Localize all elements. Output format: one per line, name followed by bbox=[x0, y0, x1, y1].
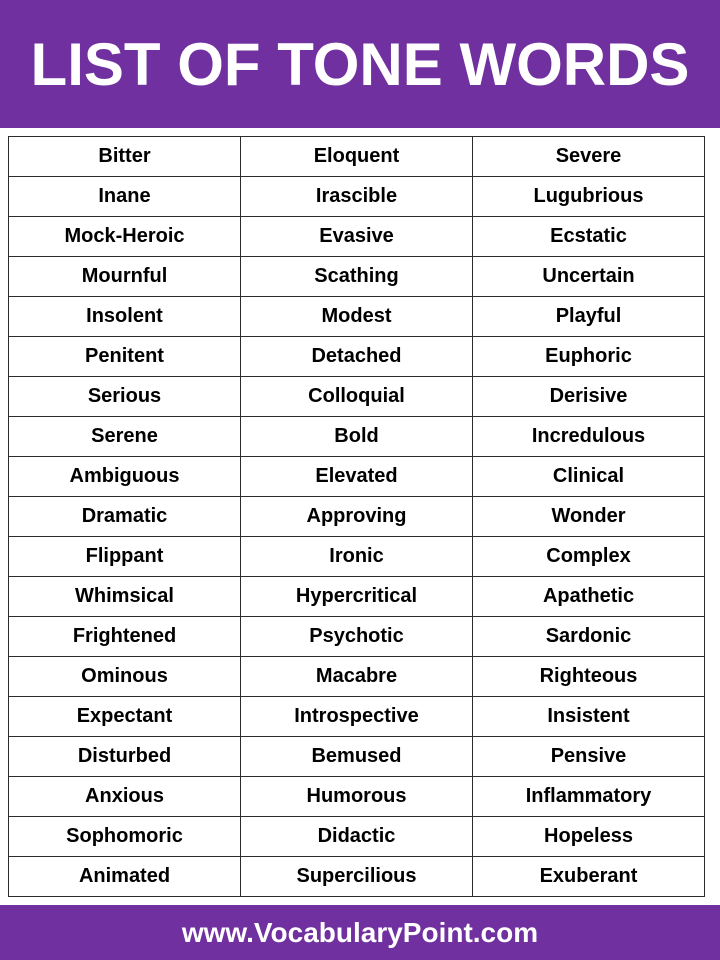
tone-word-cell: Serene bbox=[9, 417, 241, 457]
tone-word-cell: Bold bbox=[241, 417, 473, 457]
tone-word-cell: Derisive bbox=[473, 377, 705, 417]
tone-word-cell: Introspective bbox=[241, 697, 473, 737]
tone-word-cell: Ominous bbox=[9, 657, 241, 697]
tone-word-cell: Hopeless bbox=[473, 817, 705, 857]
tone-word-cell: Mournful bbox=[9, 257, 241, 297]
tone-word-cell: Supercilious bbox=[241, 857, 473, 897]
table-row bbox=[9, 497, 705, 537]
tone-word-cell: Lugubrious bbox=[473, 177, 705, 217]
tone-word-cell: Expectant bbox=[9, 697, 241, 737]
tone-word-cell: Approving bbox=[241, 497, 473, 537]
table-row bbox=[9, 417, 705, 457]
website-url: www.VocabularyPoint.com bbox=[181, 916, 539, 948]
table-row bbox=[9, 817, 705, 857]
table-row bbox=[9, 297, 705, 337]
footer-banner bbox=[0, 905, 720, 960]
tone-word-cell: Inane bbox=[9, 177, 241, 217]
tone-word-cell: Insolent bbox=[9, 297, 241, 337]
tone-word-cell: Incredulous bbox=[473, 417, 705, 457]
table-row bbox=[9, 457, 705, 497]
table-row bbox=[9, 617, 705, 657]
tone-word-cell: Mock-Heroic bbox=[9, 217, 241, 257]
table-row bbox=[9, 857, 705, 897]
tone-word-cell: Colloquial bbox=[241, 377, 473, 417]
table-row bbox=[9, 257, 705, 297]
tone-word-cell: Clinical bbox=[473, 457, 705, 497]
tone-word-cell: Scathing bbox=[241, 257, 473, 297]
tone-word-cell: Evasive bbox=[241, 217, 473, 257]
tone-word-cell: Humorous bbox=[241, 777, 473, 817]
tone-word-cell: Righteous bbox=[473, 657, 705, 697]
tone-words-table bbox=[8, 136, 705, 897]
table-row bbox=[9, 377, 705, 417]
tone-word-cell: Penitent bbox=[9, 337, 241, 377]
tone-word-cell: Eloquent bbox=[241, 137, 473, 177]
table-row bbox=[9, 697, 705, 737]
tone-word-cell: Hypercritical bbox=[241, 577, 473, 617]
tone-word-cell: Whimsical bbox=[9, 577, 241, 617]
tone-word-cell: Apathetic bbox=[473, 577, 705, 617]
table-row bbox=[9, 577, 705, 617]
tone-word-cell: Bitter bbox=[9, 137, 241, 177]
tone-word-cell: Bemused bbox=[241, 737, 473, 777]
tone-word-cell: Ambiguous bbox=[9, 457, 241, 497]
tone-word-cell: Severe bbox=[473, 137, 705, 177]
tone-word-cell: Sophomoric bbox=[9, 817, 241, 857]
tone-word-cell: Ecstatic bbox=[473, 217, 705, 257]
table-row bbox=[9, 137, 705, 177]
table-row bbox=[9, 737, 705, 777]
page-title: LIST OF TONE WORDS bbox=[30, 31, 690, 98]
tone-word-cell: Frightened bbox=[9, 617, 241, 657]
tone-word-cell: Serious bbox=[9, 377, 241, 417]
tone-word-cell: Wonder bbox=[473, 497, 705, 537]
tone-word-cell: Complex bbox=[473, 537, 705, 577]
tone-word-cell: Flippant bbox=[9, 537, 241, 577]
tone-word-cell: Irascible bbox=[241, 177, 473, 217]
tone-word-cell: Psychotic bbox=[241, 617, 473, 657]
tone-word-cell: Inflammatory bbox=[473, 777, 705, 817]
tone-word-cell: Elevated bbox=[241, 457, 473, 497]
tone-word-cell: Detached bbox=[241, 337, 473, 377]
tone-word-cell: Uncertain bbox=[473, 257, 705, 297]
table-row bbox=[9, 177, 705, 217]
table-row bbox=[9, 337, 705, 377]
tone-word-cell: Insistent bbox=[473, 697, 705, 737]
table-row bbox=[9, 657, 705, 697]
tone-word-cell: Didactic bbox=[241, 817, 473, 857]
tone-word-cell: Dramatic bbox=[9, 497, 241, 537]
tone-word-cell: Exuberant bbox=[473, 857, 705, 897]
tone-word-cell: Pensive bbox=[473, 737, 705, 777]
table-body bbox=[9, 137, 705, 897]
tone-word-cell: Macabre bbox=[241, 657, 473, 697]
table-row bbox=[9, 537, 705, 577]
table-row bbox=[9, 777, 705, 817]
tone-words-table-container bbox=[8, 136, 705, 897]
tone-word-cell: Ironic bbox=[241, 537, 473, 577]
title-banner bbox=[0, 0, 720, 128]
tone-word-cell: Playful bbox=[473, 297, 705, 337]
tone-word-cell: Euphoric bbox=[473, 337, 705, 377]
tone-word-cell: Modest bbox=[241, 297, 473, 337]
table-row bbox=[9, 217, 705, 257]
tone-word-cell: Animated bbox=[9, 857, 241, 897]
tone-word-cell: Disturbed bbox=[9, 737, 241, 777]
tone-word-cell: Anxious bbox=[9, 777, 241, 817]
tone-word-cell: Sardonic bbox=[473, 617, 705, 657]
